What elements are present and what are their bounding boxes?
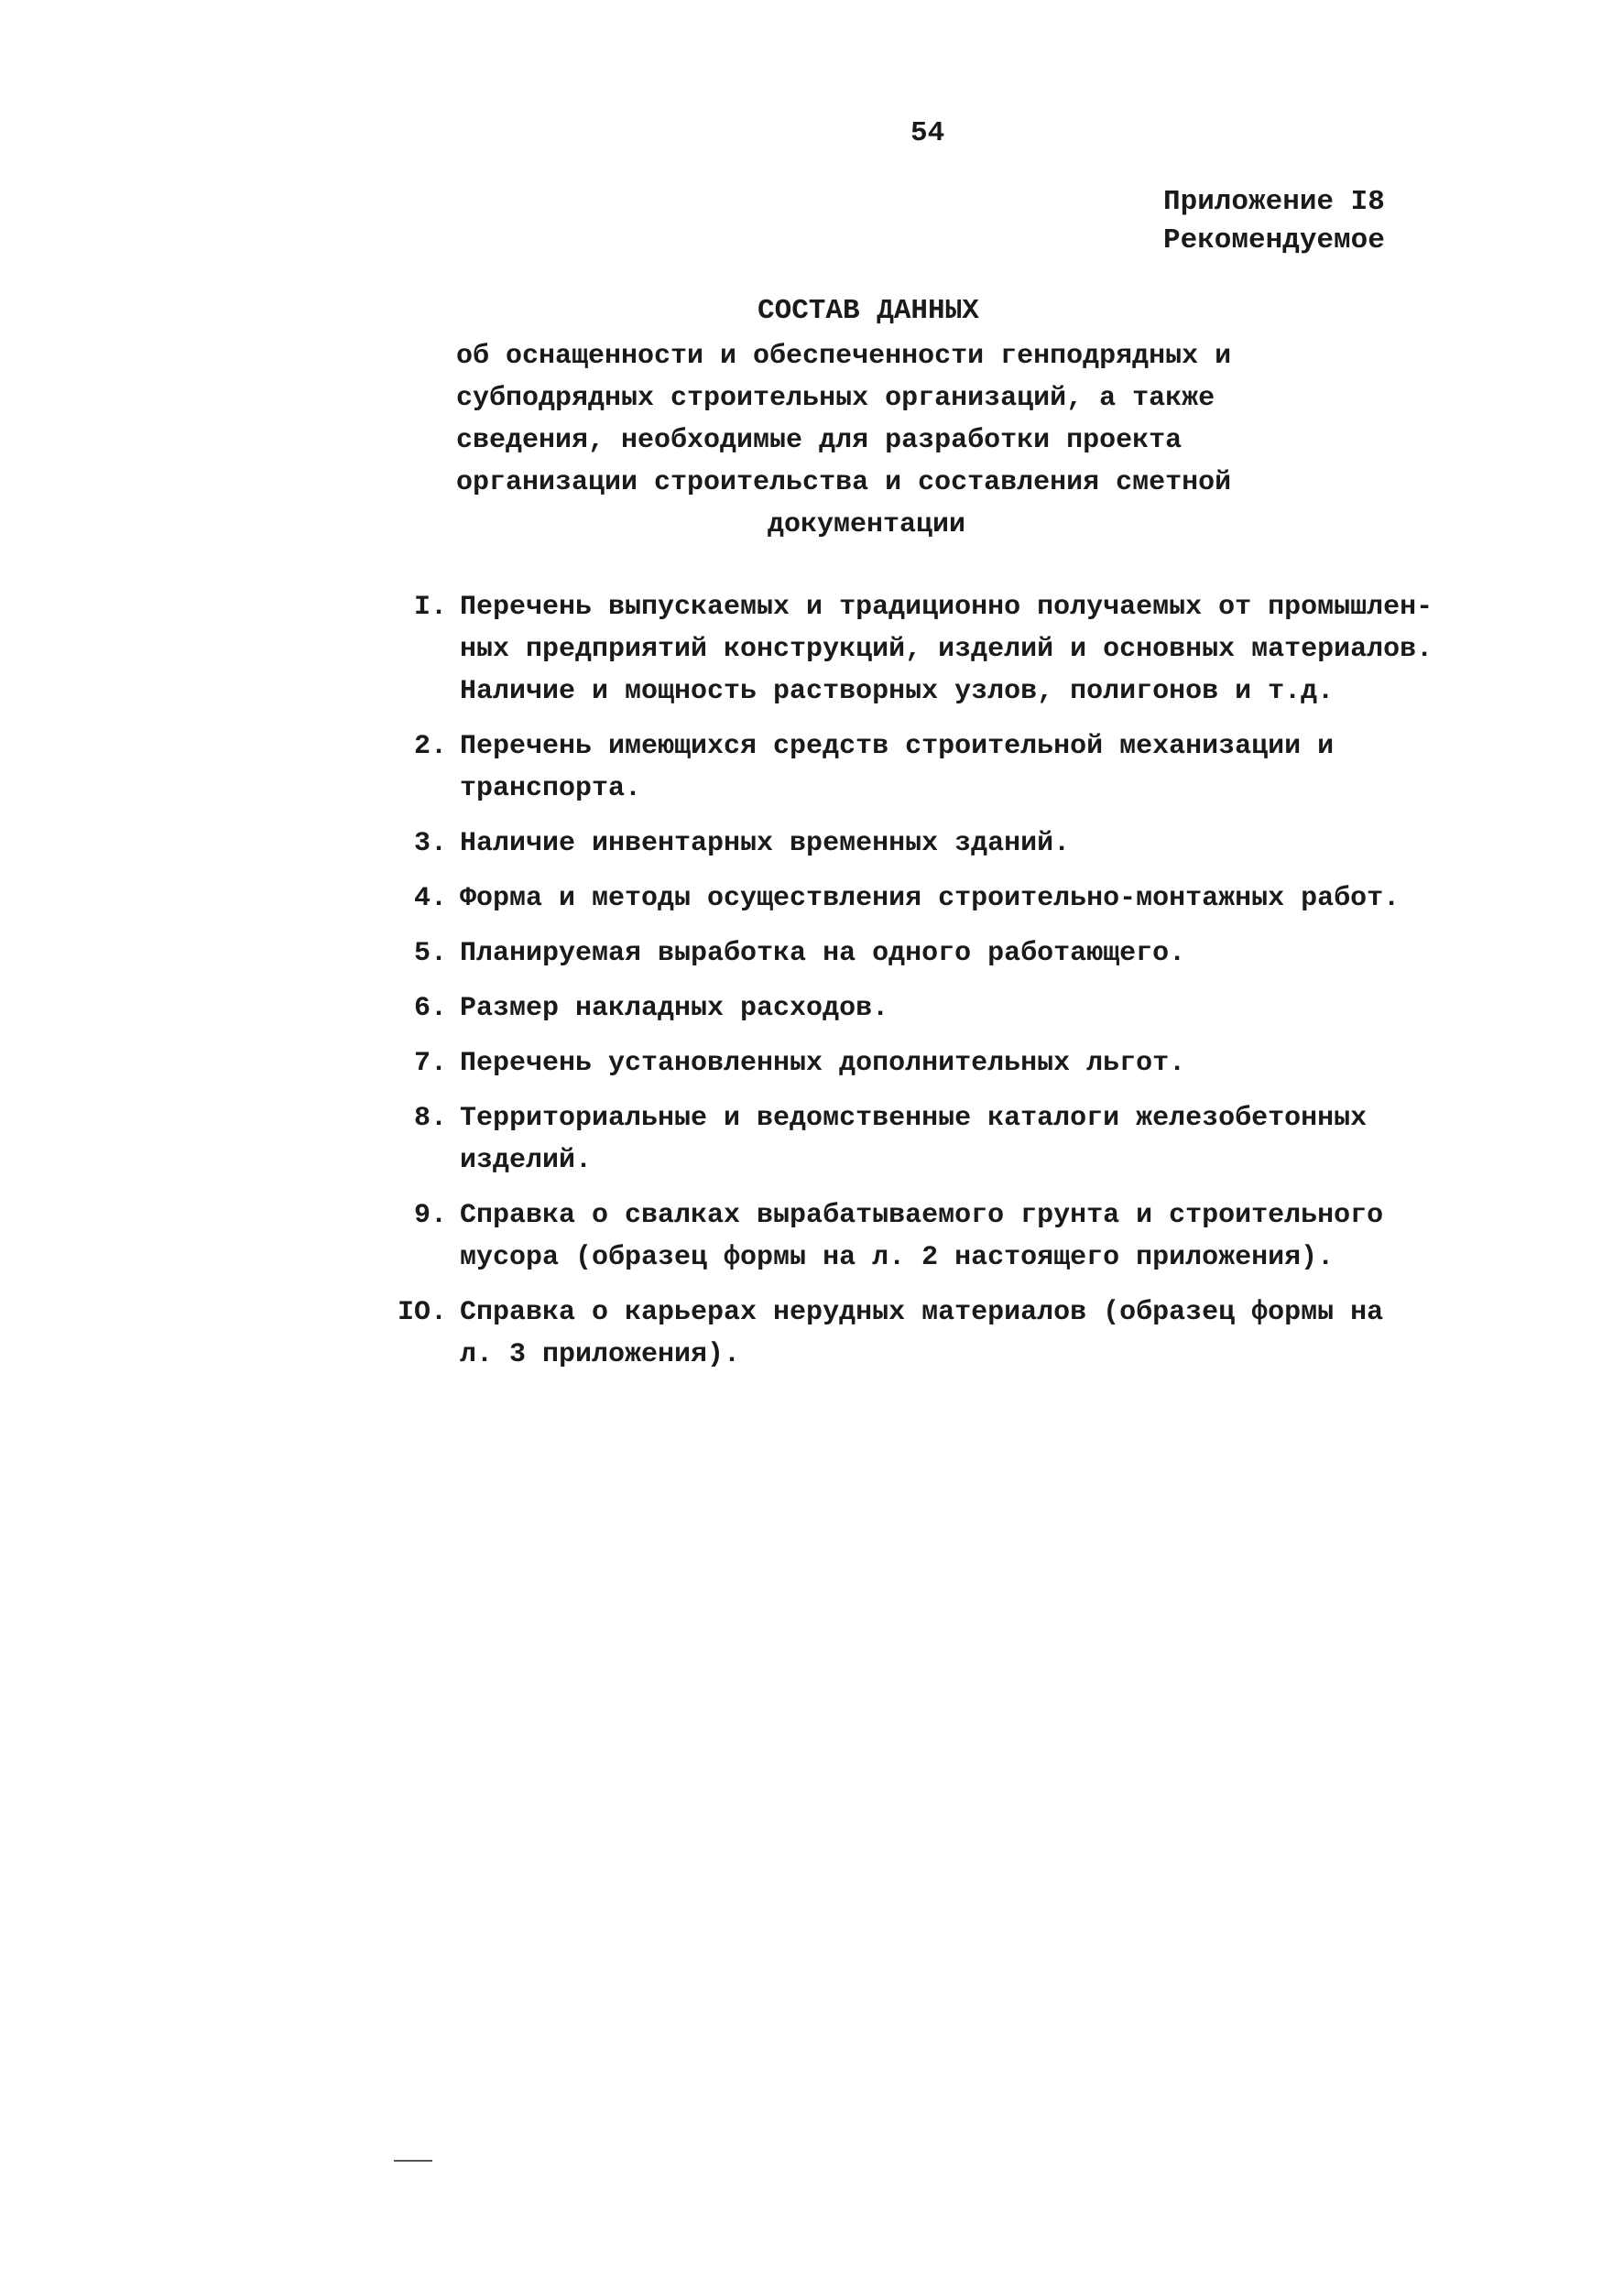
- item-text: [460, 1194, 1575, 1279]
- item-text: [460, 823, 1575, 865]
- document-subtitle: [456, 335, 1231, 546]
- list-item: [385, 823, 1575, 865]
- list-item: [385, 987, 1575, 1030]
- appendix-header: [1163, 183, 1385, 260]
- document-title: СОСТАВ ДАННЫХ: [758, 295, 979, 327]
- item-line: Перечень выпускаемых и традиционно получаемых от промышлен-: [460, 592, 1433, 623]
- item-list: [385, 586, 1575, 1389]
- item-text: [460, 1292, 1575, 1376]
- item-line: Территориальные и ведомственные каталоги железобетонных: [460, 1103, 1368, 1134]
- item-number: IO.: [397, 1297, 447, 1328]
- item-line: Перечень имеющихся средств строительной механизации и: [460, 731, 1335, 762]
- list-item: [385, 877, 1575, 920]
- item-line: Наличие инвентарных временных зданий.: [460, 828, 1071, 859]
- appendix-label: Приложение I8: [1163, 186, 1385, 218]
- item-line: ных предприятий конструкций, изделий и основных материалов.: [460, 634, 1433, 665]
- item-number: 6.: [413, 993, 447, 1024]
- list-item: [385, 725, 1575, 810]
- item-text: [460, 987, 1575, 1030]
- page-number: 54: [910, 117, 945, 149]
- item-number: I.: [413, 592, 447, 623]
- subtitle-line: об оснащенности и обеспеченности генподрядных и: [456, 341, 1232, 372]
- item-line: Справка о карьерах нерудных материалов (образец формы на: [460, 1297, 1384, 1328]
- item-number: 9.: [413, 1200, 447, 1231]
- item-number: 8.: [413, 1103, 447, 1134]
- item-text: [460, 877, 1575, 920]
- subtitle-line: организации строительства и составления сметной: [456, 467, 1232, 498]
- subtitle-line: субподрядных строительных организаций, а также: [456, 383, 1215, 414]
- item-line: Планируемая выработка на одного работающего.: [460, 938, 1186, 969]
- list-item: [385, 586, 1575, 713]
- item-text: [460, 1097, 1575, 1182]
- item-text: [460, 932, 1575, 975]
- item-number: 2.: [413, 731, 447, 762]
- item-number: 3.: [413, 828, 447, 859]
- list-item: [385, 1097, 1575, 1182]
- subtitle-line: документации: [768, 509, 966, 540]
- list-item: [385, 1194, 1575, 1279]
- item-line: Справка о свалках вырабатываемого грунта и строительного: [460, 1200, 1384, 1231]
- item-line: Наличие и мощность растворных узлов, полигонов и т.д.: [460, 676, 1335, 707]
- item-number: 7.: [413, 1048, 447, 1079]
- item-line: Перечень установленных дополнительных льгот.: [460, 1048, 1186, 1079]
- item-line: мусора (образец формы на л. 2 настоящего приложения).: [460, 1242, 1335, 1273]
- margin-mark: [394, 2160, 432, 2162]
- item-line: изделий.: [460, 1145, 593, 1176]
- item-text: [460, 725, 1575, 810]
- list-item: [385, 1042, 1575, 1085]
- appendix-status: Рекомендуемое: [1163, 224, 1385, 256]
- item-line: л. 3 приложения).: [460, 1339, 741, 1370]
- list-item: [385, 1292, 1575, 1376]
- item-text: [460, 1042, 1575, 1085]
- item-line: Форма и методы осуществления строительно-монтажных работ.: [460, 883, 1401, 914]
- item-text: [460, 586, 1575, 713]
- subtitle-line: сведения, необходимые для разработки проекта: [456, 425, 1183, 456]
- list-item: [385, 932, 1575, 975]
- item-line: Размер накладных расходов.: [460, 993, 889, 1024]
- item-line: транспорта.: [460, 773, 642, 804]
- item-number: 4.: [413, 883, 447, 914]
- item-number: 5.: [413, 938, 447, 969]
